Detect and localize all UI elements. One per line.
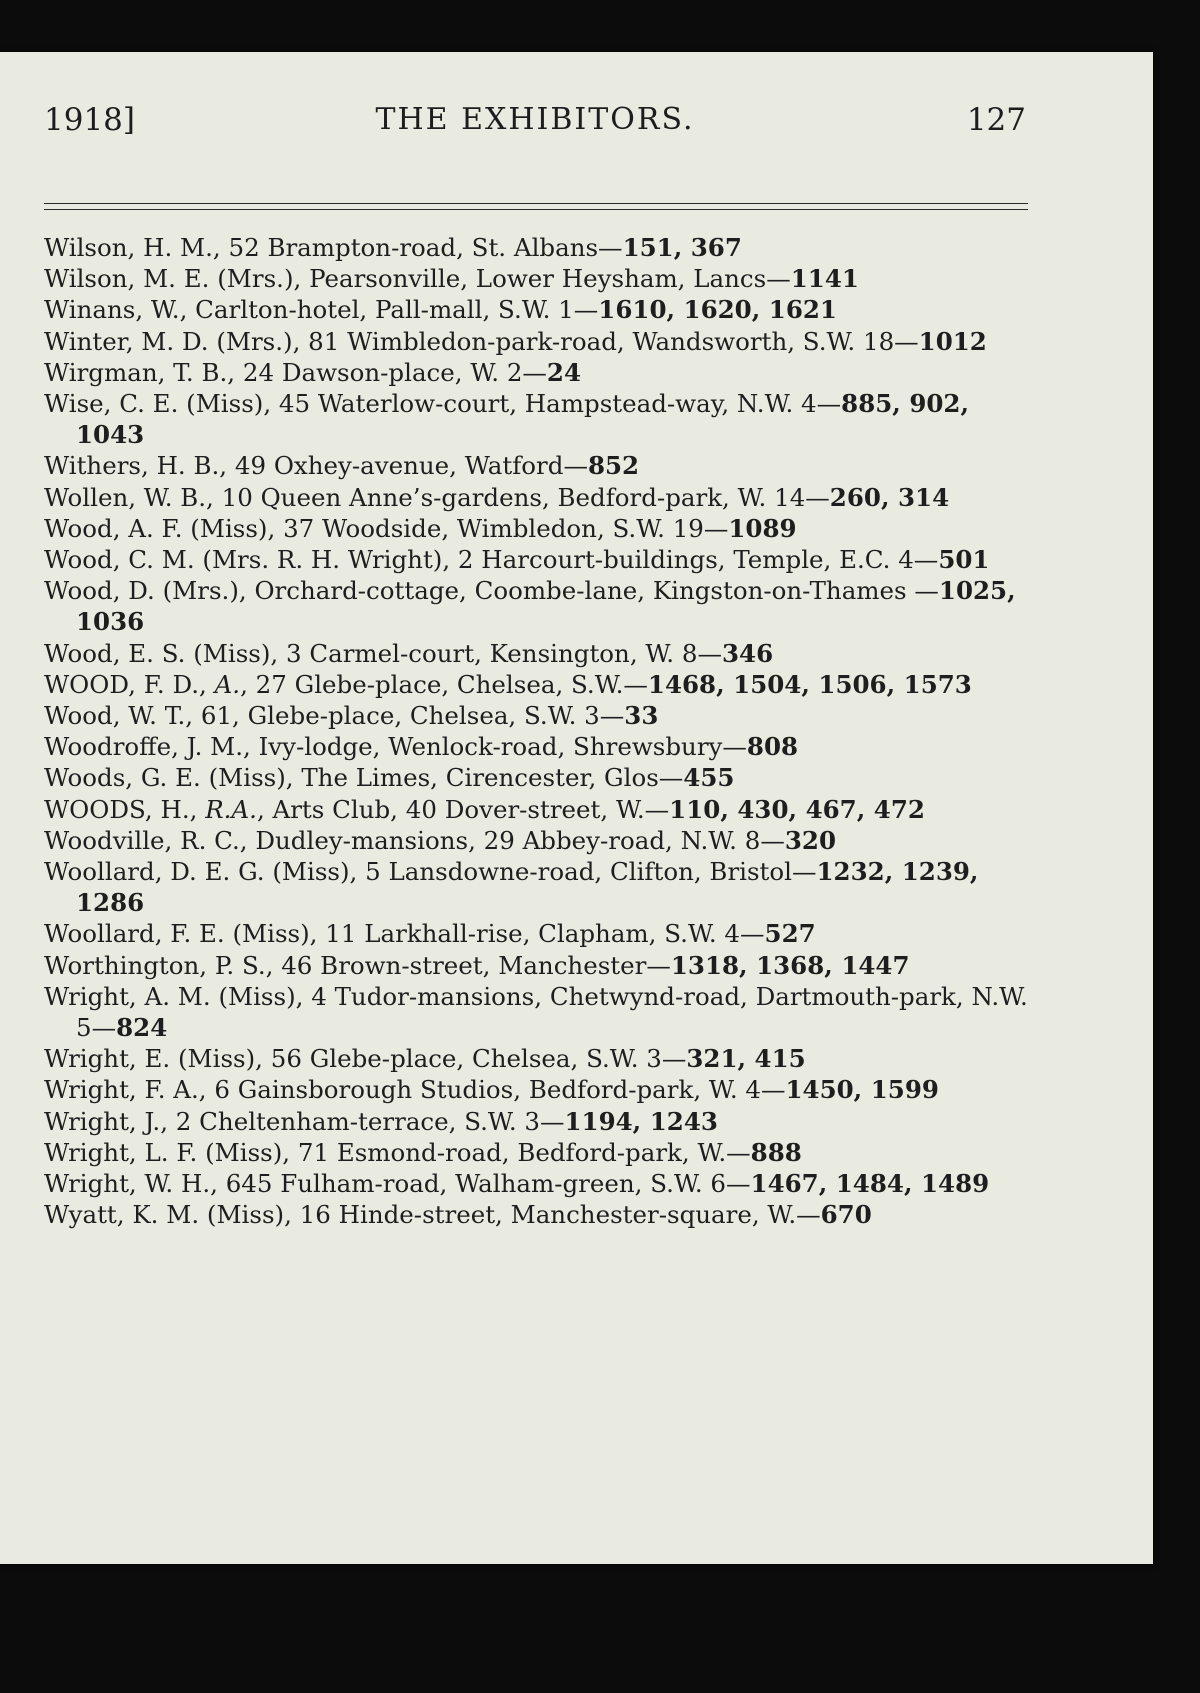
entry-catalogue-numbers: 1467, 1484, 1489 [750, 1169, 990, 1199]
entry-catalogue-numbers: 852 [587, 451, 640, 481]
page-title: THE EXHIBITORS. [375, 102, 695, 137]
entry-text: Wilson, H. M., 52 Brampton-road, St. Albans— [44, 233, 623, 262]
entry-text: Wood, W. T., 61, Glebe-place, Chelsea, S.W. 3— [44, 701, 625, 731]
entry-text: Wise, C. E. (Miss), 45 Waterlow-court, Hampstead-way, N.W. 4— [44, 389, 842, 419]
list-item [44, 856, 1028, 918]
entry-catalogue-numbers: 151, 367 [622, 233, 742, 262]
entry-text: Woollard, D. E. G. (Miss), 5 Lansdowne-road, Clifton, Bristol— [44, 857, 817, 887]
entry-text: , Arts Club, 40 Dover-street, W.— [256, 794, 670, 824]
list-item [44, 981, 1028, 1043]
entry-text: Wright, L. F. (Miss), 71 Esmond-road, Bedford-park, W.— [44, 1137, 751, 1167]
entry-catalogue-numbers: 1194, 1243 [564, 1106, 718, 1136]
list-item [44, 1106, 1028, 1137]
entry-catalogue-numbers: 1450, 1599 [785, 1075, 939, 1105]
header-year: 1918] [44, 102, 135, 138]
list-item [44, 450, 1028, 481]
entry-text: Woodroffe, J. M., Ivy-lodge, Wenlock-road, Shrewsbury— [44, 732, 747, 762]
entry-name: WOOD, F. D., [44, 669, 215, 699]
entry-title-honour: A. [214, 669, 241, 699]
entry-catalogue-numbers: 1141 [790, 264, 859, 294]
entry-catalogue-numbers: 33 [624, 701, 659, 731]
entry-catalogue-numbers: 110, 430, 467, 472 [669, 794, 925, 824]
entry-text: Withers, H. B., 49 Oxhey-avenue, Watford— [44, 451, 588, 481]
entry-text: Wright, E. (Miss), 56 Glebe-place, Chelsea, S.W. 3— [44, 1044, 687, 1074]
entry-catalogue-numbers: 321, 415 [686, 1044, 806, 1074]
entry-catalogue-numbers: 527 [764, 919, 816, 949]
list-item [44, 357, 1028, 388]
list-item [44, 825, 1028, 856]
entry-text: Winter, M. D. (Mrs.), 81 Wimbledon-park-road, Wandsworth, S.W. 18— [44, 326, 919, 356]
entry-catalogue-numbers: 1025, 1036 [76, 576, 1016, 637]
entry-catalogue-numbers: 320 [784, 825, 836, 855]
entry-text: Worthington, P. S., 46 Brown-street, Manchester— [44, 950, 671, 980]
exhibitor-list [44, 232, 1028, 1231]
entry-catalogue-numbers: 1318, 1368, 1447 [670, 950, 910, 980]
entry-text: Wirgman, T. B., 24 Dawson-place, W. 2— [44, 357, 547, 387]
list-item [44, 232, 1028, 263]
entry-text: Wyatt, K. M. (Miss), 16 Hinde-street, Manchester-square, W.— [44, 1200, 821, 1230]
entry-catalogue-numbers: 501 [938, 545, 990, 575]
list-item [44, 700, 1028, 731]
entry-catalogue-numbers: 1468, 1504, 1506, 1573 [647, 669, 972, 699]
running-header [44, 102, 1026, 152]
list-item [44, 1074, 1028, 1105]
header-rule-top [44, 203, 1028, 204]
list-item [44, 513, 1028, 544]
list-item [44, 1043, 1028, 1074]
entry-name: WOODS, H., [44, 794, 206, 824]
list-item [44, 638, 1028, 669]
entry-text: Wright, F. A., 6 Gainsborough Studios, Bedford-park, W. 4— [44, 1075, 786, 1105]
entry-text: Wright, A. M. (Miss), 4 Tudor-mansions, Chetwynd-road, Dartmouth-park, N.W. 5— [44, 981, 1028, 1043]
entry-text: Wilson, M. E. (Mrs.), Pearsonville, Lower Heysham, Lancs— [44, 264, 791, 294]
page-number: 127 [966, 102, 1026, 138]
entry-text: Woollard, F. E. (Miss), 11 Larkhall-rise, Clapham, S.W. 4— [44, 919, 765, 949]
header-rule-bottom [44, 209, 1028, 210]
entry-catalogue-numbers: 24 [546, 357, 582, 387]
list-item [44, 918, 1028, 949]
entry-text: Wood, A. F. (Miss), 37 Woodside, Wimbledon, S.W. 19— [44, 513, 729, 543]
entry-catalogue-numbers: 1089 [728, 513, 797, 543]
entry-text: Wright, J., 2 Cheltenham-terrace, S.W. 3— [44, 1106, 565, 1136]
list-item [44, 294, 1028, 325]
entry-text: Wollen, W. B., 10 Queen Anne’s-gardens, Bedford-park, W. 14— [44, 482, 830, 512]
entry-text: Winans, W., Carlton-hotel, Pall-mall, S.W. 1— [44, 295, 599, 325]
list-item [44, 762, 1028, 793]
entry-catalogue-numbers: 1610, 1620, 1621 [598, 295, 837, 325]
list-item [44, 794, 1028, 825]
list-item [44, 1199, 1028, 1230]
list-item [44, 731, 1028, 762]
entry-catalogue-numbers: 455 [683, 763, 735, 793]
entry-catalogue-numbers: 670 [820, 1200, 872, 1230]
entry-catalogue-numbers: 1232, 1239, 1286 [76, 857, 979, 918]
list-item [44, 544, 1028, 575]
entry-catalogue-numbers: 824 [116, 1013, 168, 1043]
list-item [44, 575, 1028, 637]
entry-catalogue-numbers: 888 [750, 1137, 802, 1167]
entry-catalogue-numbers: 1012 [918, 326, 987, 356]
entry-catalogue-numbers: 885, 902, 1043 [76, 389, 970, 450]
list-item [44, 950, 1028, 981]
entry-text: Wood, D. (Mrs.), Orchard-cottage, Coombe-lane, Kingston-on-Thames — [44, 576, 939, 606]
list-item [44, 326, 1028, 357]
entry-text: Wright, W. H., 645 Fulham-road, Walham-green, S.W. 6— [44, 1169, 751, 1199]
entry-title-honour: R.A. [205, 794, 257, 824]
entry-text: Wood, C. M. (Mrs. R. H. Wright), 2 Harcourt-buildings, Temple, E.C. 4— [44, 545, 939, 575]
entry-text: Woodville, R. C., Dudley-mansions, 29 Abbey-road, N.W. 8— [44, 825, 785, 855]
list-item [44, 263, 1028, 294]
list-item [44, 388, 1028, 450]
list-item [44, 669, 1028, 700]
list-item [44, 482, 1028, 513]
entry-text: Wood, E. S. (Miss), 3 Carmel-court, Kensington, W. 8— [44, 638, 722, 668]
entry-catalogue-numbers: 260, 314 [829, 482, 950, 512]
entry-text: , 27 Glebe-place, Chelsea, S.W.— [240, 669, 648, 699]
entry-catalogue-numbers: 346 [721, 638, 774, 668]
entry-catalogue-numbers: 808 [746, 732, 799, 762]
list-item [44, 1137, 1028, 1168]
list-item [44, 1168, 1028, 1199]
entry-text: Woods, G. E. (Miss), The Limes, Cirencester, Glos— [44, 763, 684, 793]
